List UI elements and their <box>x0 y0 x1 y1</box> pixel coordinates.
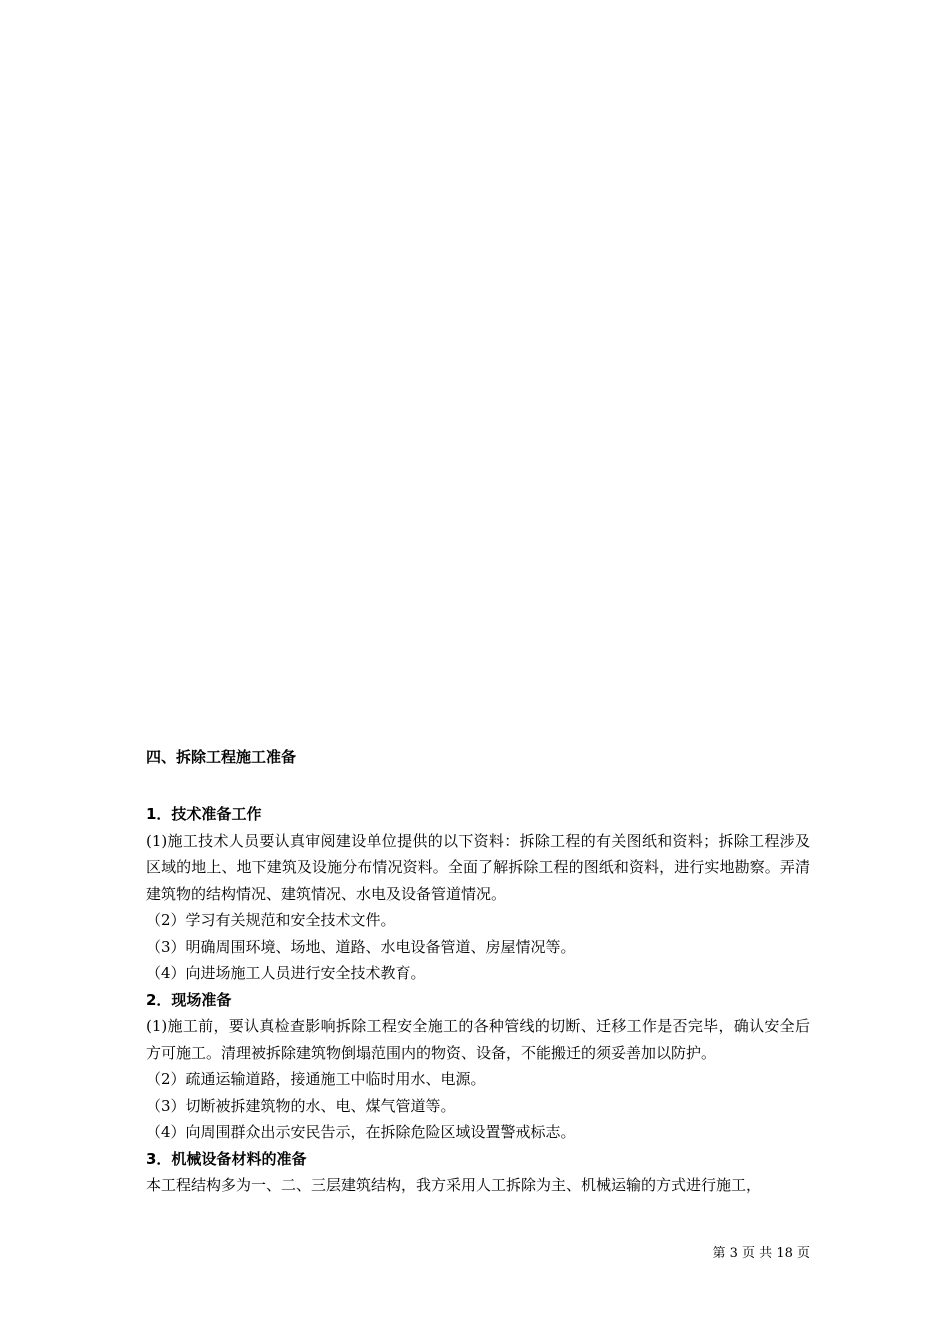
tech-prep-item-2: （2）学习有关规范和安全技术文件。 <box>146 911 396 929</box>
site-prep-heading: 2．现场准备 <box>146 990 232 1009</box>
tech-prep-item-4: （4）向进场施工人员进行安全技术教育。 <box>146 964 426 982</box>
page-content <box>146 743 810 1199</box>
section-title: 四、拆除工程施工准备 <box>146 748 297 766</box>
tech-prep-heading: 1．技术准备工作 <box>146 805 262 823</box>
machine-prep-paragraph-1: 本工程结构多为一、二、三层建筑结构，我方采用人工拆除为主、机械运输的方式进行施工， <box>146 1176 762 1194</box>
tech-prep-paragraph-1: (1)施工技术人员要认真审阅建设单位提供的以下资料：拆除工程的有关图纸和资料；拆除工程涉及区域的地上、地下建筑及设施分布情况资料。全面了解拆除工程的图纸和资料，进行实地勘察。弄清建筑物的结构情况、建筑情况、水电及设备管道情况。 <box>146 831 810 903</box>
tech-prep-item-3: （3）明确周围环境、场地、道路、水电设备管道、房屋情况等。 <box>146 937 576 956</box>
site-prep-paragraph-1: (1)施工前，要认真检查影响拆除工程安全施工的各种管线的切断、迁移工作是否完毕，确认安全后方可施工。清理被拆除建筑物倒塌范围内的物资、设备，不能搬迁的须妥善加以防护。 <box>146 1017 810 1062</box>
site-prep-item-2: （2）疏通运输道路，接通施工中临时用水、电源。 <box>146 1070 486 1088</box>
site-prep-item-4: （4）向周围群众出示安民告示，在拆除危险区域设置警戒标志。 <box>146 1123 576 1141</box>
site-prep-item-3: （3）切断被拆建筑物的水、电、煤气管道等。 <box>146 1096 456 1115</box>
machine-prep-heading: 3．机械设备材料的准备 <box>146 1149 307 1168</box>
page-number-footer: 第 3 页 共 18 页 <box>712 1246 810 1261</box>
